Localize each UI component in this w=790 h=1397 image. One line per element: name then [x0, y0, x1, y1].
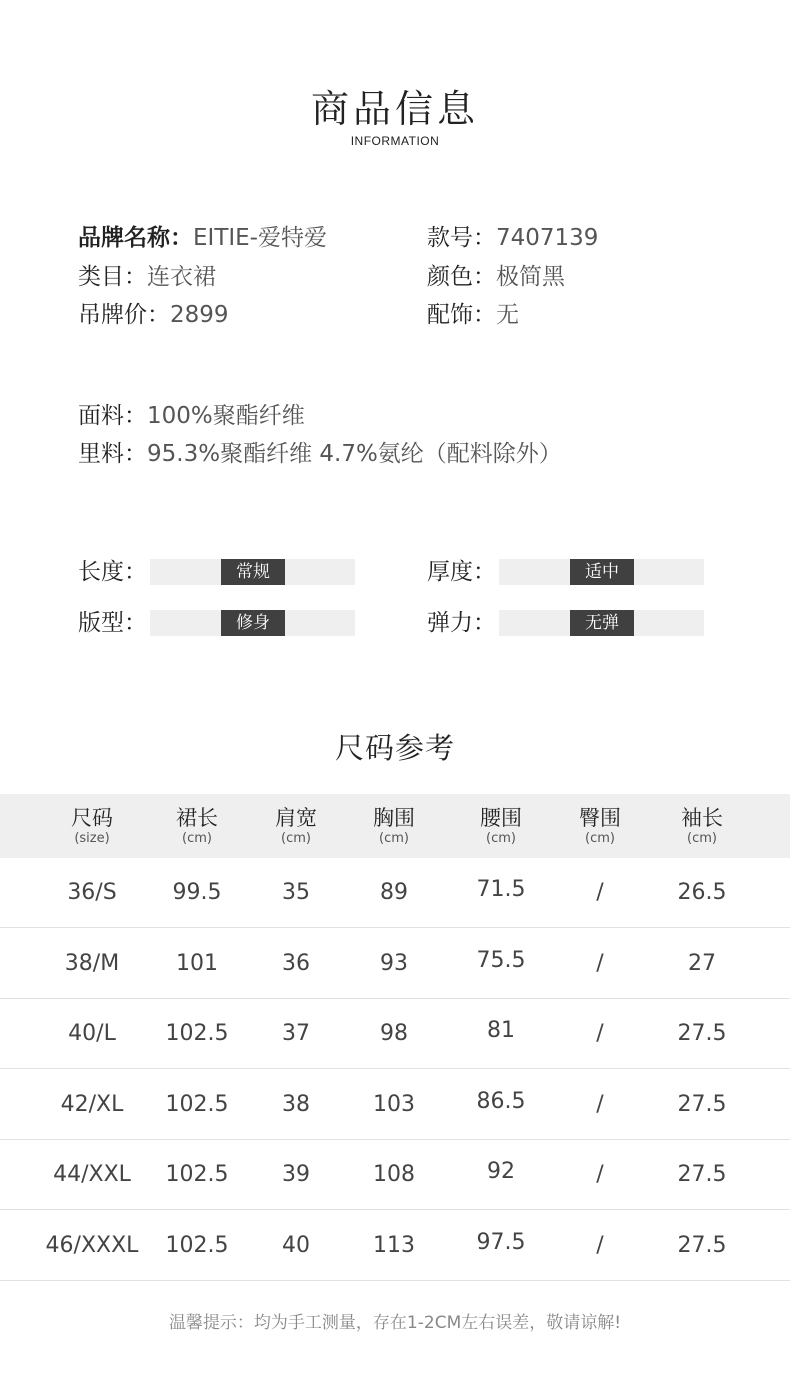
attr-elasticity-marker: 无弹: [570, 610, 634, 636]
page-subtitle: INFORMATION: [350, 134, 440, 148]
style-no-label: 款号：: [427, 225, 496, 251]
lining-label: 里料：: [78, 441, 147, 467]
cell-hip: /: [596, 880, 604, 905]
header-bust: [373, 794, 415, 858]
lining-row: [78, 439, 562, 469]
table-row: [0, 858, 790, 928]
cell-bust: 113: [373, 1232, 415, 1258]
brand-value: EITIE-爱特爱: [193, 225, 327, 251]
cell-sleeve: 26.5: [677, 880, 727, 905]
table-row: [0, 1140, 790, 1210]
price-row: [78, 300, 229, 330]
style-no-row: [427, 223, 598, 253]
color-row: [427, 262, 565, 292]
attr-thickness-label: 厚度：: [427, 559, 496, 585]
attr-length-marker: 常规: [221, 559, 285, 585]
header-hip: [579, 794, 621, 858]
cell-shoulder: 39: [282, 1162, 310, 1187]
fabric-label: 面料：: [78, 403, 147, 429]
cell-size: 42/XL: [60, 1091, 124, 1117]
cell-size: 38/M: [64, 950, 120, 976]
category-label: 类目：: [78, 264, 147, 290]
cell-waist: 97.5: [476, 1229, 526, 1255]
header-waist: [480, 794, 522, 858]
cell-shoulder: 37: [282, 1021, 310, 1046]
cell-bust: 93: [380, 950, 408, 976]
header-size-unit: (size): [74, 831, 110, 846]
fabric-value: 100%聚酯纤维: [147, 403, 305, 429]
cell-hip: /: [596, 950, 604, 976]
cell-bust: 98: [380, 1021, 408, 1046]
cell-shoulder: 36: [282, 950, 310, 976]
cell-shoulder: 40: [282, 1232, 310, 1258]
header-sleeve-name: 袖长: [681, 806, 723, 830]
color-label: 颜色：: [427, 264, 496, 290]
color-value: 极简黑: [496, 264, 565, 290]
fabric-row: [78, 401, 305, 431]
table-row: [0, 1070, 790, 1140]
cell-sleeve: 27: [688, 950, 716, 976]
header-dress-length-unit: (cm): [182, 831, 212, 846]
accessory-label: 配饰：: [427, 302, 496, 328]
page-title: 商品信息: [310, 87, 479, 131]
header-waist-name: 腰围: [480, 806, 522, 830]
cell-dress-length: 102.5: [165, 1232, 229, 1258]
cell-sleeve: 27.5: [677, 1162, 727, 1187]
category-value: 连衣裙: [147, 264, 216, 290]
attr-fit-label: 版型：: [78, 610, 147, 636]
header-bust-name: 胸围: [373, 806, 415, 830]
category-row: [78, 262, 216, 292]
header-hip-name: 臀围: [579, 806, 621, 830]
attr-thickness-track: [499, 559, 704, 585]
attr-length-label: 长度：: [78, 559, 147, 585]
attr-length-track: [150, 559, 355, 585]
cell-sleeve: 27.5: [677, 1091, 727, 1117]
cell-size: 44/XXL: [53, 1162, 131, 1187]
cell-dress-length: 102.5: [165, 1162, 229, 1187]
header-size: [71, 794, 113, 858]
cell-dress-length: 102.5: [165, 1091, 229, 1117]
cell-shoulder: 35: [282, 880, 310, 905]
price-label: 吊牌价：: [78, 302, 170, 328]
cell-bust: 89: [380, 880, 408, 905]
cell-dress-length: 101: [176, 950, 218, 976]
table-row: [0, 1211, 790, 1281]
header-size-name: 尺码: [71, 806, 113, 830]
cell-sleeve: 27.5: [677, 1232, 727, 1258]
table-row: [0, 929, 790, 999]
size-chart-title: 尺码参考: [334, 731, 455, 765]
attr-fit: [78, 609, 355, 637]
brand-label: 品牌名称：: [78, 225, 193, 251]
header-sleeve: [681, 794, 723, 858]
cell-dress-length: 102.5: [165, 1021, 229, 1046]
cell-dress-length: 99.5: [172, 880, 222, 905]
cell-bust: 108: [373, 1162, 415, 1187]
cell-size: 46/XXXL: [45, 1232, 139, 1258]
accessory-row: [427, 300, 519, 330]
attr-elasticity: [427, 609, 704, 637]
header-sleeve-unit: (cm): [687, 831, 717, 846]
header-waist-unit: (cm): [486, 831, 516, 846]
cell-hip: /: [596, 1021, 604, 1046]
measurement-note: 温馨提示：均为手工测量，存在1-2CM左右误差，敬请谅解!: [168, 1313, 622, 1333]
cell-waist: 71.5: [476, 877, 526, 902]
header-dress-length: [176, 794, 218, 858]
cell-hip: /: [596, 1162, 604, 1187]
cell-size: 40/L: [68, 1021, 116, 1046]
attr-elasticity-track: [499, 610, 704, 636]
size-table-header: [0, 794, 790, 858]
cell-hip: /: [596, 1232, 604, 1258]
header-shoulder: [275, 794, 317, 858]
cell-shoulder: 38: [282, 1091, 310, 1117]
header-shoulder-name: 肩宽: [275, 806, 317, 830]
style-no-value: 7407139: [496, 225, 599, 251]
attr-fit-track: [150, 610, 355, 636]
attr-thickness: [427, 558, 704, 586]
cell-waist: 86.5: [476, 1088, 526, 1114]
cell-waist: 92: [487, 1159, 515, 1184]
cell-bust: 103: [373, 1091, 415, 1117]
brand-row: [78, 223, 327, 253]
cell-sleeve: 27.5: [677, 1021, 727, 1046]
cell-waist: 75.5: [476, 947, 526, 973]
cell-size: 36/S: [67, 880, 117, 905]
header-shoulder-unit: (cm): [281, 831, 311, 846]
price-value: 2899: [170, 302, 229, 328]
cell-waist: 81: [487, 1018, 515, 1043]
table-row: [0, 999, 790, 1069]
attr-fit-marker: 修身: [221, 610, 285, 636]
attr-elasticity-label: 弹力：: [427, 610, 496, 636]
header-bust-unit: (cm): [379, 831, 409, 846]
lining-value: 95.3%聚酯纤维 4.7%氨纶（配料除外）: [147, 441, 562, 467]
attr-thickness-marker: 适中: [570, 559, 634, 585]
accessory-value: 无: [496, 302, 519, 328]
cell-hip: /: [596, 1091, 604, 1117]
header-dress-length-name: 裙长: [176, 806, 218, 830]
attr-length: [78, 558, 355, 586]
header-hip-unit: (cm): [585, 831, 615, 846]
